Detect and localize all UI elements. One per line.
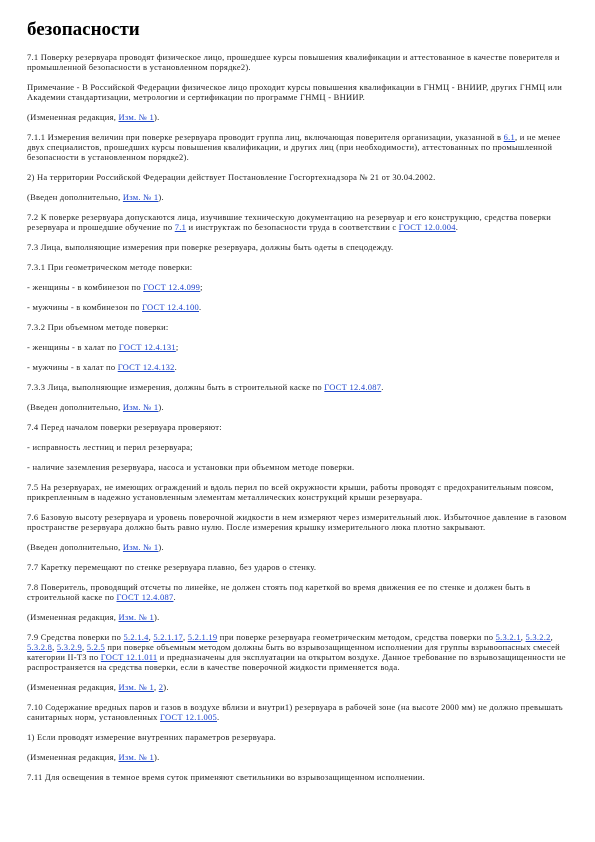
cross-reference-link[interactable]: 2 bbox=[158, 682, 164, 692]
cross-reference-link[interactable]: ГОСТ 12.4.100 bbox=[142, 302, 199, 312]
paragraph-text: (Введен дополнительно, bbox=[27, 192, 123, 202]
clause bbox=[27, 262, 573, 272]
paragraph-text: (Измененная редакция, bbox=[27, 112, 119, 122]
clause bbox=[27, 242, 573, 252]
paragraph-text: ). bbox=[163, 682, 169, 692]
paragraph-text: 7.3.2 При объемном методе поверки: bbox=[27, 322, 169, 332]
amendment-note bbox=[27, 192, 573, 202]
cross-reference-link[interactable]: Изм. № 1 bbox=[122, 402, 159, 412]
paragraph-text: 7.3.3 Лица, выполняющие измерения, должны быть в строительной каске по bbox=[27, 382, 325, 392]
cross-reference-link[interactable]: ГОСТ 12.4.087 bbox=[324, 382, 382, 392]
cross-reference-link[interactable]: 5.2.1.17 bbox=[153, 632, 183, 642]
note bbox=[27, 82, 573, 102]
cross-reference-link[interactable]: Изм. № 1 bbox=[122, 542, 159, 552]
paragraph-text: 7.3 Лица, выполняющие измерения при поверке резервуара, должны быть одеты в спецодежду. bbox=[27, 242, 394, 252]
cross-reference-link[interactable]: Изм. № 1 bbox=[118, 612, 154, 622]
paragraph-text: (Измененная редакция, bbox=[27, 682, 119, 692]
cross-reference-link[interactable]: 5.2.1.4 bbox=[123, 632, 149, 642]
paragraph-text: 7.9 Средства поверки по bbox=[27, 632, 124, 642]
cross-reference-link[interactable]: ГОСТ 12.4.132 bbox=[117, 362, 175, 372]
cross-reference-link[interactable]: Изм. № 1 bbox=[118, 682, 154, 692]
clause bbox=[27, 632, 573, 672]
paragraph-text: при поверке объемным методом должны быть во взрывозащищенном исполнении для группы взрывоопасных смесей категории II-Т3 по bbox=[27, 642, 560, 662]
clause bbox=[27, 482, 573, 502]
paragraph-text: и инструктаж по безопасности труда в соответствии с bbox=[186, 222, 399, 232]
amendment-note bbox=[27, 112, 573, 122]
cross-reference-link[interactable]: 7.1 bbox=[174, 222, 187, 232]
paragraph-text: , bbox=[520, 632, 526, 642]
paragraph-text: (Введен дополнительно, bbox=[27, 402, 123, 412]
document-body bbox=[27, 52, 573, 782]
cross-reference-link[interactable]: 5.2.1.19 bbox=[187, 632, 218, 642]
amendment-note bbox=[27, 542, 573, 552]
footnote bbox=[27, 732, 573, 742]
paragraph-text: (Измененная редакция, bbox=[27, 752, 119, 762]
paragraph-text: ). bbox=[153, 112, 160, 122]
list-item bbox=[27, 282, 573, 292]
cross-reference-link[interactable]: 5.3.2.2 bbox=[525, 632, 551, 642]
cross-reference-link[interactable]: 5.3.2.8 bbox=[27, 642, 53, 652]
paragraph-text: , и не менее двух специалистов, прошедших курсы повышения квалификации, и других лиц (при необходимости), аттестованных по промышленной безопасности в установленном порядке2). bbox=[27, 132, 561, 162]
paragraph-text: ). bbox=[158, 402, 164, 412]
clause bbox=[27, 52, 573, 72]
page-heading: безопасности bbox=[27, 19, 140, 40]
cross-reference-link[interactable]: ГОСТ 12.4.099 bbox=[143, 282, 201, 292]
paragraph-text: 7.10 Содержание вредных паров и газов в воздухе вблизи и внутри1) резервуара в рабочей зоне (на высоте 2000 мм) не должно превышать санитарных норм, установленных bbox=[27, 702, 563, 722]
clause bbox=[27, 212, 573, 232]
paragraph-text: - женщины - в халат по bbox=[27, 342, 119, 352]
clause bbox=[27, 422, 573, 432]
list-item bbox=[27, 302, 573, 312]
paragraph-text: - исправность лестниц и перил резервуара; bbox=[27, 442, 193, 452]
clause bbox=[27, 582, 573, 602]
cross-reference-link[interactable]: ГОСТ 12.4.087 bbox=[116, 592, 174, 602]
paragraph-text: ). bbox=[153, 752, 160, 762]
paragraph-text: 7.7 Каретку перемещают по стенке резервуара плавно, без ударов о стенку. bbox=[27, 562, 317, 572]
paragraph-text: 2) На территории Российской Федерации действует Постановление Госгортехнадзора № 21 от 30.04.2002. bbox=[27, 172, 436, 182]
cross-reference-link[interactable]: Изм. № 1 bbox=[122, 192, 159, 202]
cross-reference-link[interactable]: Изм. № 1 bbox=[118, 112, 154, 122]
paragraph-text: , bbox=[52, 642, 57, 652]
paragraph-text: ; bbox=[200, 282, 203, 292]
cross-reference-link[interactable]: 5.3.2.1 bbox=[495, 632, 521, 642]
cross-reference-link[interactable]: ГОСТ 12.1.005 bbox=[160, 712, 217, 722]
clause bbox=[27, 772, 573, 782]
paragraph-text: 7.2 К поверке резервуара допускаются лица, изучившие техническую документацию на резервуар и его конструкцию, средства поверки резервуара и прошедшие обучение по bbox=[27, 212, 552, 232]
cross-reference-link[interactable]: ГОСТ 12.1.011 bbox=[100, 652, 158, 662]
paragraph-text: . bbox=[173, 592, 176, 602]
paragraph-text: , bbox=[182, 632, 188, 642]
paragraph-text: 7.5 На резервуарах, не имеющих ограждений и вдоль перил по всей окружности крыши, работы проводят с предохранительным поясом, прикрепленным в надежно установленным элементам металлических конструкций крыши резервуара. bbox=[27, 482, 554, 502]
cross-reference-link[interactable]: 5.2.5 bbox=[86, 642, 105, 652]
clause bbox=[27, 702, 573, 722]
paragraph-text: - мужчины - в комбинезон по bbox=[27, 302, 143, 312]
paragraph-text: ). bbox=[153, 612, 160, 622]
paragraph-text: 7.1 Поверку резервуара проводят физическое лицо, прошедшее курсы повышения квалификации и аттестованное в качестве поверителя и промышленной безопасности в установленном порядке2). bbox=[27, 52, 560, 72]
paragraph-text: , bbox=[550, 632, 554, 642]
paragraph-text: - мужчины - в халат по bbox=[27, 362, 118, 372]
paragraph-text: . bbox=[455, 222, 459, 232]
paragraph-text: . bbox=[174, 362, 178, 372]
paragraph-text: . bbox=[216, 712, 220, 722]
list-item bbox=[27, 462, 573, 472]
cross-reference-link[interactable]: 6.1 bbox=[503, 132, 515, 142]
clause bbox=[27, 132, 573, 162]
paragraph-text: - наличие заземления резервуара, насоса и установки при объемном методе поверки. bbox=[27, 462, 355, 472]
paragraph-text: , bbox=[153, 682, 159, 692]
paragraph-text: (Измененная редакция, bbox=[27, 612, 119, 622]
list-item bbox=[27, 442, 573, 452]
clause bbox=[27, 562, 573, 572]
paragraph-text: 7.11 Для освещения в темное время суток применяют светильники во взрывозащищенном исполнении. bbox=[27, 772, 425, 782]
paragraph-text: ). bbox=[158, 542, 164, 552]
document-page bbox=[27, 18, 573, 792]
paragraph-text: . bbox=[381, 382, 384, 392]
paragraph-text: 1) Если проводят измерение внутренних параметров резервуара. bbox=[27, 732, 277, 742]
paragraph-text: 7.1.1 Измерения величин при поверке резервуара проводит группа лиц, включающая поверителя организации, указанной в bbox=[27, 132, 504, 142]
paragraph-text: и предназначены для эксплуатации на открытом воздухе. Данное требование по взрывозащищенности не распространяется на средства поверки, если в качестве поверочной жидкости применяется вода. bbox=[27, 652, 566, 672]
paragraph-text: ). bbox=[158, 192, 164, 202]
paragraph-text: 7.6 Базовую высоту резервуара и уровень поверочной жидкости в нем измеряют через измерительный люк. Избыточное давление в газовом пространстве резервуара должно быть равно нулю. После измерения крышку измерительного люка плотно закрывают. bbox=[27, 512, 567, 532]
paragraph-text: 7.8 Поверитель, проводящий отсчеты по линейке, не должен стоять под кареткой во время движения ее по стенке и должен быть в строительной каске по bbox=[27, 582, 531, 602]
paragraph-text: 7.4 Перед началом поверки резервуара проверяют: bbox=[27, 422, 222, 432]
paragraph-text: 7.3.1 При геометрическом методе поверки: bbox=[27, 262, 193, 272]
clause bbox=[27, 382, 573, 392]
paragraph-text: ; bbox=[175, 342, 179, 352]
paragraph-text: . bbox=[199, 302, 202, 312]
cross-reference-link[interactable]: ГОСТ 12.4.131 bbox=[118, 342, 176, 352]
paragraph-text: , bbox=[82, 642, 87, 652]
footnote bbox=[27, 172, 573, 182]
paragraph-text: , bbox=[148, 632, 154, 642]
amendment-note bbox=[27, 402, 573, 412]
clause bbox=[27, 512, 573, 532]
cross-reference-link[interactable]: ГОСТ 12.0.004 bbox=[398, 222, 456, 232]
list-item bbox=[27, 362, 573, 372]
amendment-note bbox=[27, 682, 573, 692]
paragraph-text: (Введен дополнительно, bbox=[27, 542, 123, 552]
paragraph-text: - женщины - в комбинезон по bbox=[27, 282, 144, 292]
list-item bbox=[27, 342, 573, 352]
cross-reference-link[interactable]: 5.3.2.9 bbox=[56, 642, 82, 652]
paragraph-text: при поверке резервуара геометрическим методом, средства поверки по bbox=[217, 632, 496, 642]
amendment-note bbox=[27, 612, 573, 622]
amendment-note bbox=[27, 752, 573, 762]
clause bbox=[27, 322, 573, 332]
paragraph-text: Примечание - В Российской Федерации физическое лицо проходит курсы повышения квалификации в ГНМЦ - ВНИИР, других ГНМЦ или Академии стандартизации, метрологии и сертификации по программе ГНМЦ - ВНИИР. bbox=[27, 82, 563, 102]
cross-reference-link[interactable]: Изм. № 1 bbox=[118, 752, 154, 762]
